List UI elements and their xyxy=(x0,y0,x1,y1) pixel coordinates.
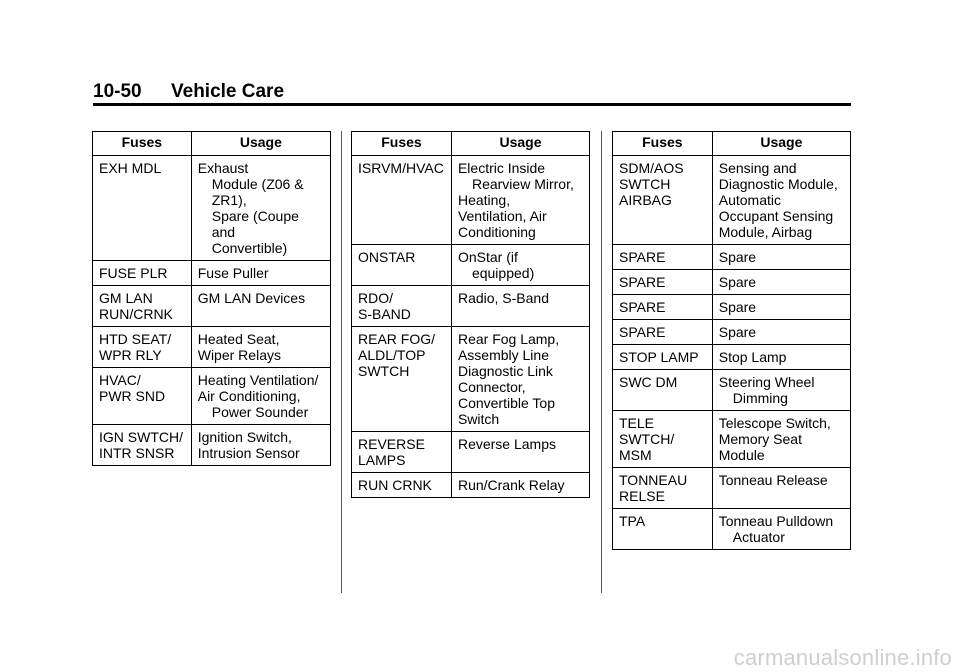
usage-cell: Spare xyxy=(712,320,850,345)
fuse-cell: RDO/ S-BAND xyxy=(352,286,452,327)
column-header-fuses: Fuses xyxy=(352,132,452,156)
fuse-cell: REAR FOG/ ALDL/TOP SWTCH xyxy=(352,327,452,432)
fuse-cell: ONSTAR xyxy=(352,245,452,286)
fuse-cell: ISRVM/HVAC xyxy=(352,156,452,245)
fuse-cell: SPARE xyxy=(613,295,713,320)
table-row xyxy=(352,473,590,498)
usage-cell: Exhaust Module (Z06 & ZR1), Spare (Coupe and Convertible) xyxy=(191,156,330,261)
usage-cell: Radio, S-Band xyxy=(451,286,589,327)
usage-cell: Heated Seat, Wiper Relays xyxy=(191,327,330,368)
column-divider xyxy=(341,131,342,593)
usage-cell: GM LAN Devices xyxy=(191,286,330,327)
fuse-cell: STOP LAMP xyxy=(613,345,713,370)
header-rule xyxy=(93,103,851,106)
fuse-table-3 xyxy=(612,131,851,550)
usage-cell: Telescope Switch, Memory Seat Module xyxy=(712,411,850,468)
fuse-cell: IGN SWTCH/ INTR SNSR xyxy=(93,425,192,466)
fuse-cell: TONNEAU RELSE xyxy=(613,468,713,509)
usage-cell: Spare xyxy=(712,270,850,295)
fuse-cell: TPA xyxy=(613,509,713,550)
usage-cell: Spare xyxy=(712,245,850,270)
fuse-cell: REVERSE LAMPS xyxy=(352,432,452,473)
fuse-cell: SPARE xyxy=(613,320,713,345)
usage-cell: Electric Inside Rearview Mirror, Heating, Ventilation, Air Conditioning xyxy=(451,156,589,245)
section-title: Vehicle Care xyxy=(171,81,285,102)
column-header-fuses: Fuses xyxy=(93,132,192,156)
column-header-usage: Usage xyxy=(191,132,330,156)
table-row xyxy=(93,286,331,327)
table-row xyxy=(613,411,851,468)
table-row xyxy=(613,320,851,345)
column-header-usage: Usage xyxy=(451,132,589,156)
usage-cell: Heating Ventilation/ Air Conditioning, Power Sounder xyxy=(191,368,330,425)
table-row xyxy=(352,286,590,327)
fuse-cell: GM LAN RUN/CRNK xyxy=(93,286,192,327)
fuse-cell: FUSE PLR xyxy=(93,261,192,286)
watermark: carmanualsonline.info xyxy=(733,645,952,670)
table-row xyxy=(93,425,331,466)
table-row xyxy=(352,432,590,473)
table-row xyxy=(352,156,590,245)
fuse-cell: HTD SEAT/ WPR RLY xyxy=(93,327,192,368)
page-header xyxy=(93,80,851,104)
fuse-cell: EXH MDL xyxy=(93,156,192,261)
usage-cell: Spare xyxy=(712,295,850,320)
fuse-cell: TELE SWTCH/ MSM xyxy=(613,411,713,468)
fuse-cell: SWC DM xyxy=(613,370,713,411)
page-number: 10-50 xyxy=(93,81,142,102)
table-row xyxy=(613,295,851,320)
table-row xyxy=(613,345,851,370)
table-row xyxy=(613,245,851,270)
usage-cell: Tonneau Release xyxy=(712,468,850,509)
usage-cell: Sensing and Diagnostic Module, Automatic Occupant Sensing Module, Airbag xyxy=(712,156,850,245)
table-row xyxy=(613,468,851,509)
usage-cell: Tonneau Pulldown Actuator xyxy=(712,509,850,550)
usage-cell: OnStar (if equipped) xyxy=(451,245,589,286)
table-row xyxy=(352,245,590,286)
column-header-usage: Usage xyxy=(712,132,850,156)
table-row xyxy=(613,156,851,245)
table-row xyxy=(93,327,331,368)
usage-cell: Steering Wheel Dimming xyxy=(712,370,850,411)
table-row xyxy=(93,368,331,425)
usage-cell: Fuse Puller xyxy=(191,261,330,286)
usage-cell: Stop Lamp xyxy=(712,345,850,370)
usage-cell: Rear Fog Lamp, Assembly Line Diagnostic Link Connector, Convertible Top Switch xyxy=(451,327,589,432)
fuse-table-1 xyxy=(92,131,331,466)
table-row xyxy=(613,270,851,295)
fuse-cell: SPARE xyxy=(613,245,713,270)
fuse-cell: HVAC/ PWR SND xyxy=(93,368,192,425)
fuse-cell: SPARE xyxy=(613,270,713,295)
column-header-fuses: Fuses xyxy=(613,132,713,156)
usage-cell: Reverse Lamps xyxy=(451,432,589,473)
usage-cell: Run/Crank Relay xyxy=(451,473,589,498)
table-row xyxy=(613,370,851,411)
table-row xyxy=(93,156,331,261)
table-row xyxy=(352,327,590,432)
fuse-cell: SDM/AOS SWTCH AIRBAG xyxy=(613,156,713,245)
fuse-cell: RUN CRNK xyxy=(352,473,452,498)
usage-cell: Ignition Switch, Intrusion Sensor xyxy=(191,425,330,466)
table-row xyxy=(93,261,331,286)
table-row xyxy=(613,509,851,550)
fuse-table-2 xyxy=(351,131,590,498)
column-divider xyxy=(601,131,602,593)
